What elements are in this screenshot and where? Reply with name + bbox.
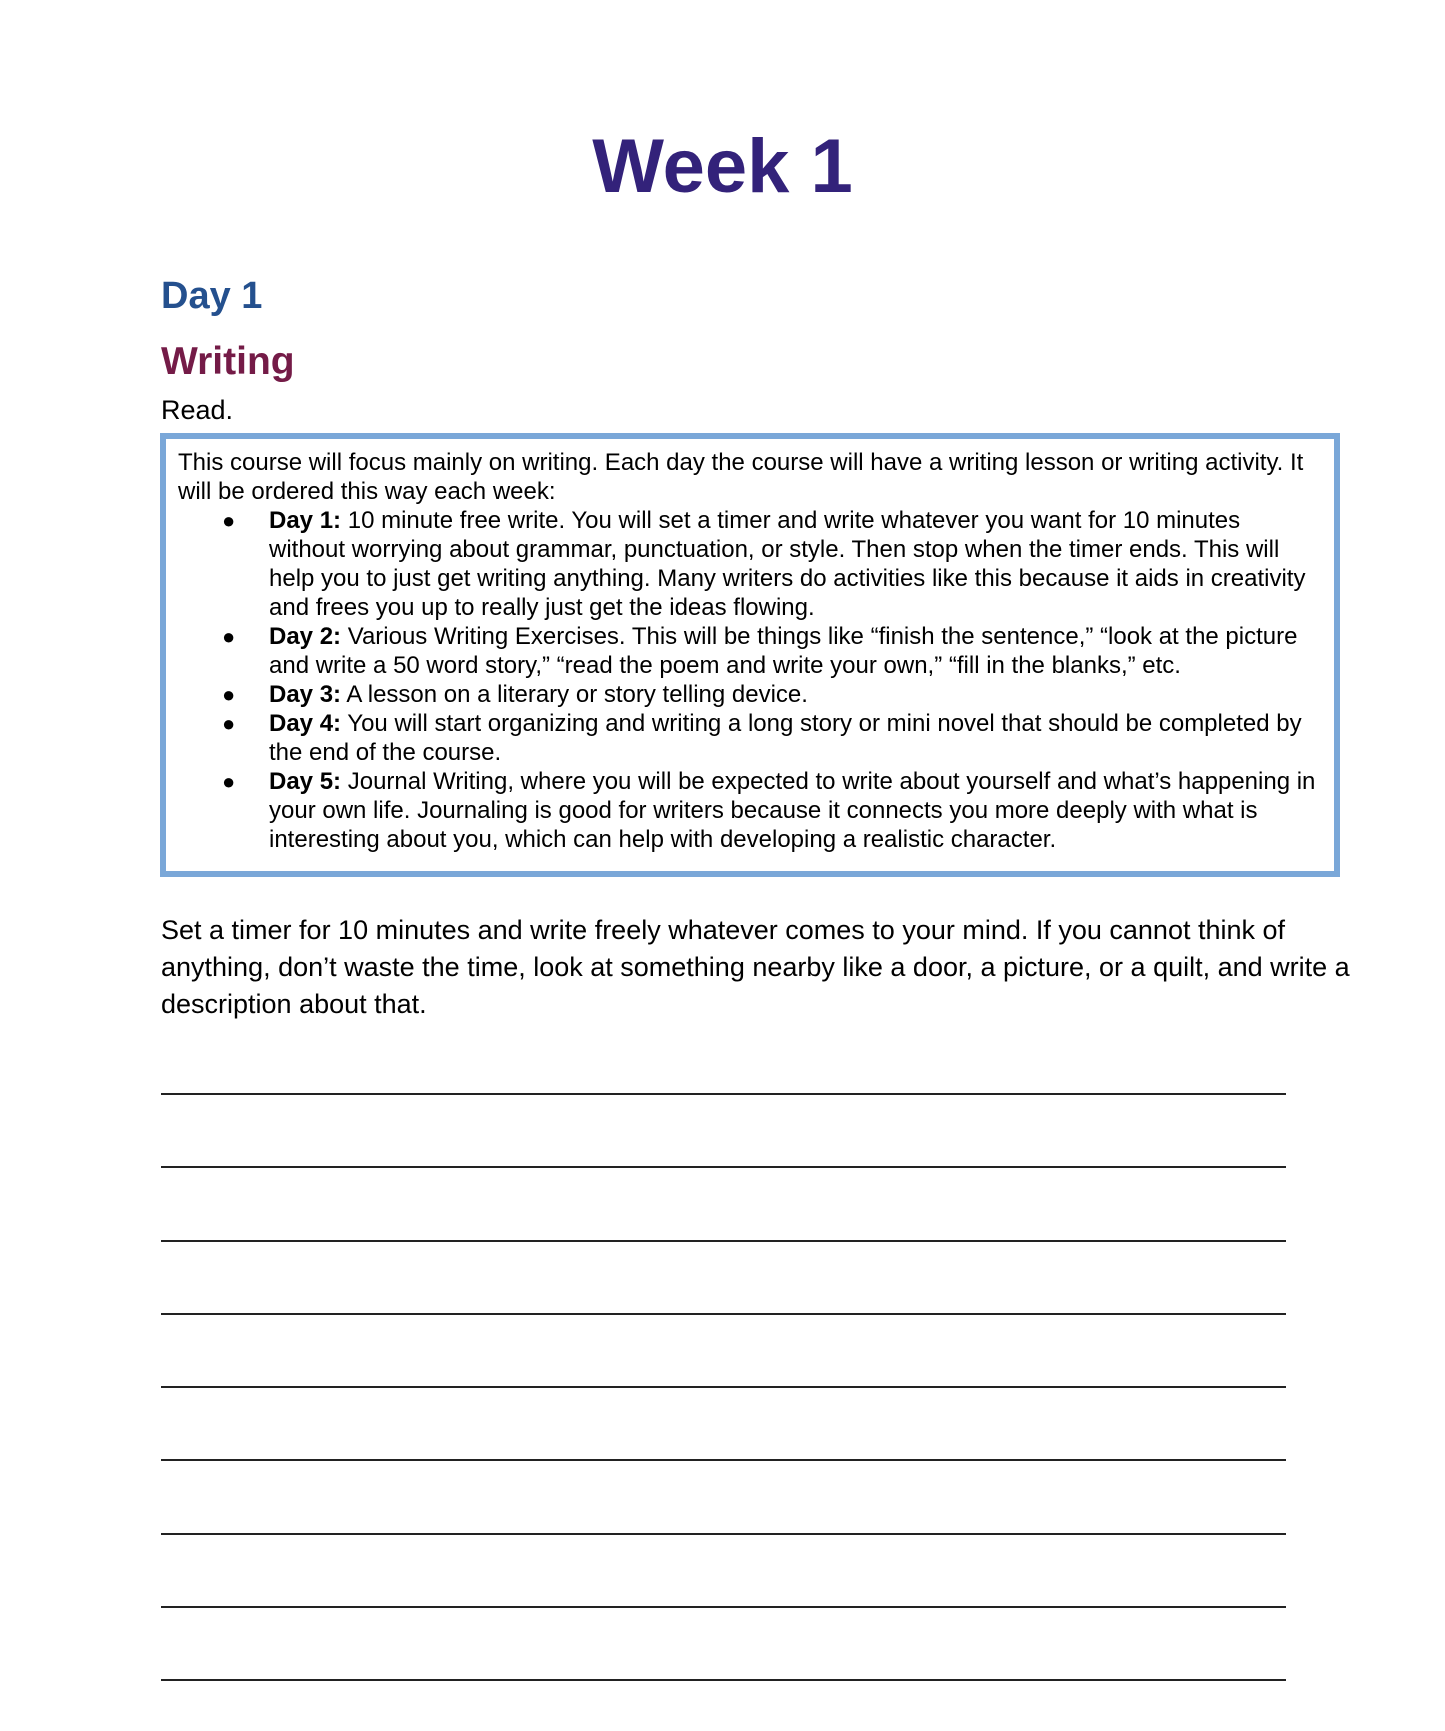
read-instruction: Read.: [161, 395, 234, 425]
writing-line[interactable]: [161, 1679, 1286, 1681]
schedule-item-text: 10 minute free write. You will set a timer and write whatever you want for 10 minutes without worrying about grammar, punctuation, or style. Then stop when the timer ends. This will help you to just get writing anything. Many writers do activities like this because it aids in creativity and frees you up to really just get the ideas flowing.: [269, 507, 1306, 621]
writing-line[interactable]: [161, 1386, 1286, 1388]
bullet-icon: ●: [222, 711, 236, 736]
bullet-icon: ●: [222, 624, 236, 649]
schedule-item-text: You will start organizing and writing a long story or mini novel that should be completed by the end of the course.: [269, 710, 1302, 766]
schedule-item-text: A lesson on a literary or story telling device.: [341, 681, 808, 708]
schedule-item-label: Day 4:: [269, 710, 342, 737]
free-write-prompt: Set a timer for 10 minutes and write freely whatever comes to your mind. If you cannot think of anything, don’t waste the time, look at something nearby like a door, a picture, or a quilt, and write a description about that.: [161, 915, 1350, 1019]
schedule-item-label: Day 3:: [269, 681, 342, 708]
day-heading: Day 1: [161, 275, 263, 317]
writing-line[interactable]: [161, 1240, 1286, 1242]
writing-line[interactable]: [161, 1313, 1286, 1315]
section-heading: Writing: [161, 340, 295, 383]
schedule-item-text: Journal Writing, where you will be expected to write about yourself and what’s happening in your own life. Journaling is good for writers because it connects you more deeply with what is interesting about you, which can help with developing a realistic character.: [269, 768, 1316, 853]
schedule-item-text: Various Writing Exercises. This will be things like “finish the sentence,” “look at the picture and write a 50 word story,” “read the poem and write your own,” “fill in the blanks,” etc.: [269, 623, 1298, 679]
bullet-icon: ●: [222, 769, 236, 794]
schedule-item-label: Day 5:: [269, 768, 342, 795]
writing-line[interactable]: [161, 1459, 1286, 1461]
bullet-icon: ●: [222, 508, 236, 533]
bullet-icon: ●: [222, 682, 236, 707]
writing-line[interactable]: [161, 1166, 1286, 1168]
schedule-item-label: Day 2:: [269, 623, 342, 650]
writing-line[interactable]: [161, 1093, 1286, 1095]
writing-lines-area[interactable]: [161, 0, 1286, 1731]
schedule-item-label: Day 1:: [269, 507, 342, 534]
writing-line[interactable]: [161, 1606, 1286, 1608]
writing-line[interactable]: [161, 1533, 1286, 1535]
week-title: Week 1: [592, 124, 853, 209]
course-overview-intro: This course will focus mainly on writing. Each day the course will have a writing lesson or writing activity. It will be ordered this way each week:: [178, 449, 1304, 505]
